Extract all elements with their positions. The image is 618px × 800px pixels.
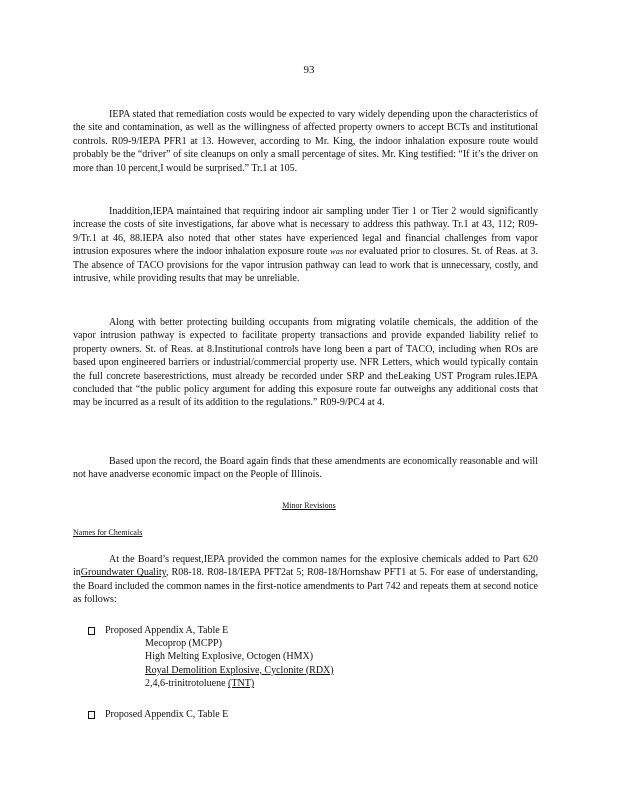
chemical-name: High Melting Explosive, Octogen (HMX) <box>145 651 314 663</box>
chemical-abbreviation: (TNT) <box>228 678 255 690</box>
paragraph-indoor-air-sampling <box>73 205 538 285</box>
paragraph-text <box>73 553 538 607</box>
heading-names-for-chemicals: Names for Chemicals <box>73 528 143 537</box>
heading-text: Minor Revisions <box>282 501 336 510</box>
paragraph-remediation-costs <box>73 108 538 175</box>
paragraph-common-names <box>73 553 538 607</box>
paragraph-text: IEPA stated that remediation costs would be expected to vary widely depending upon the characteristics of the site and contamination, as well as the willingness of affected property owners to accept BCTs and institutional controls. R09-9/IEPA PFR1 at 13. However, according to Mr. King, the indoor inhalation exposure route would probably be the “driver” of site cleanups on only a small percentage of sites. Mr. King testified: “If it’s the driver on more than 10 percent,I would be surprised.” Tr.1 at 105. <box>73 109 538 174</box>
chemical-name-part: 2,4,6-trinitrotoluene <box>145 678 226 690</box>
paragraph-text-part: , R08-18. R08-18/IEPA PFT2at 5; R08-18/Hornshaw PFT1 at 5. For ease of understanding, the Board included the common names in the first-notice amendments to Part 742 and repeats them at second notice as follows: <box>73 567 539 606</box>
heading-minor-revisions <box>0 499 618 512</box>
paragraph-text: Along with better protecting building occupants from migrating volatile chemicals, the addition of the vapor intrusion pathway is expected to facilitate property transactions and provide expanded liability relief to property owners. St. of Reas. at 8.Institutional controls have long been a part of TACO, including when ROs are based upon engineered barriers or industrial/commercial property use. NFR Letters, which would typically contain the full concrete baserestrictions, must already be recorded under SRP and theLeaking UST Program rules.IEPA concluded that “the public policy argument for adding this exposure route far outweighs any additional costs that may be incurred as a result of its addition to the regulations.” R09-9/PC4 at 4. <box>73 317 538 409</box>
underlined-title: Groundwater Quality <box>80 567 166 579</box>
bullet-appendix-c <box>88 708 228 721</box>
chemical-name: Royal Demolition Explosive, Cyclonite (RDX) <box>145 664 334 676</box>
chemical-name: Mecoprop (MCPP) <box>145 638 222 649</box>
paragraph-economic-finding <box>73 455 538 482</box>
paragraph-vapor-intrusion <box>73 316 538 410</box>
paragraph-text-part: Inaddition,IEPA maintained that requiring indoor air sampling under Tier 1 or Tier 2 would significantly increase the costs of site investigations, far above what is necessary to address this pathway. Tr.1 at 43, 112; R09-9/Tr.1 at 46, 88.IEPA also noted that other states have experienced legal and financial challenges from vapor intrusion exposures where the indoor inhalation exposure route <box>73 206 538 258</box>
paragraph-text <box>73 205 538 285</box>
chemical-names-list <box>145 637 334 691</box>
chemical-name <box>145 677 334 690</box>
checkbox-bullet-icon <box>88 711 95 719</box>
paragraph-text-part: At the Board’s request,IEPA provided the common names for the explosive chemicals added to Part 620 in <box>73 554 538 579</box>
paragraph-text-part: evaluated prior to closures. St. of Reas. at 3. The absence of TACO provisions for the vapor intrusion pathway can lead to work that is unnecessary, costly, and intrusive, while providing results that may be unreliable. <box>73 246 539 285</box>
emphasis-text: was not <box>330 246 357 257</box>
checkbox-bullet-icon <box>88 627 95 635</box>
paragraph-text: Based upon the record, the Board again finds that these amendments are economically reasonable and will not have anadverse economic impact on the People of Illinois. <box>73 456 538 481</box>
bullet-appendix-a <box>88 624 228 637</box>
bullet-text: Proposed Appendix A, Table E <box>105 625 229 636</box>
page-number: 93 <box>303 64 315 76</box>
bullet-text: Proposed Appendix C, Table E <box>105 709 229 720</box>
